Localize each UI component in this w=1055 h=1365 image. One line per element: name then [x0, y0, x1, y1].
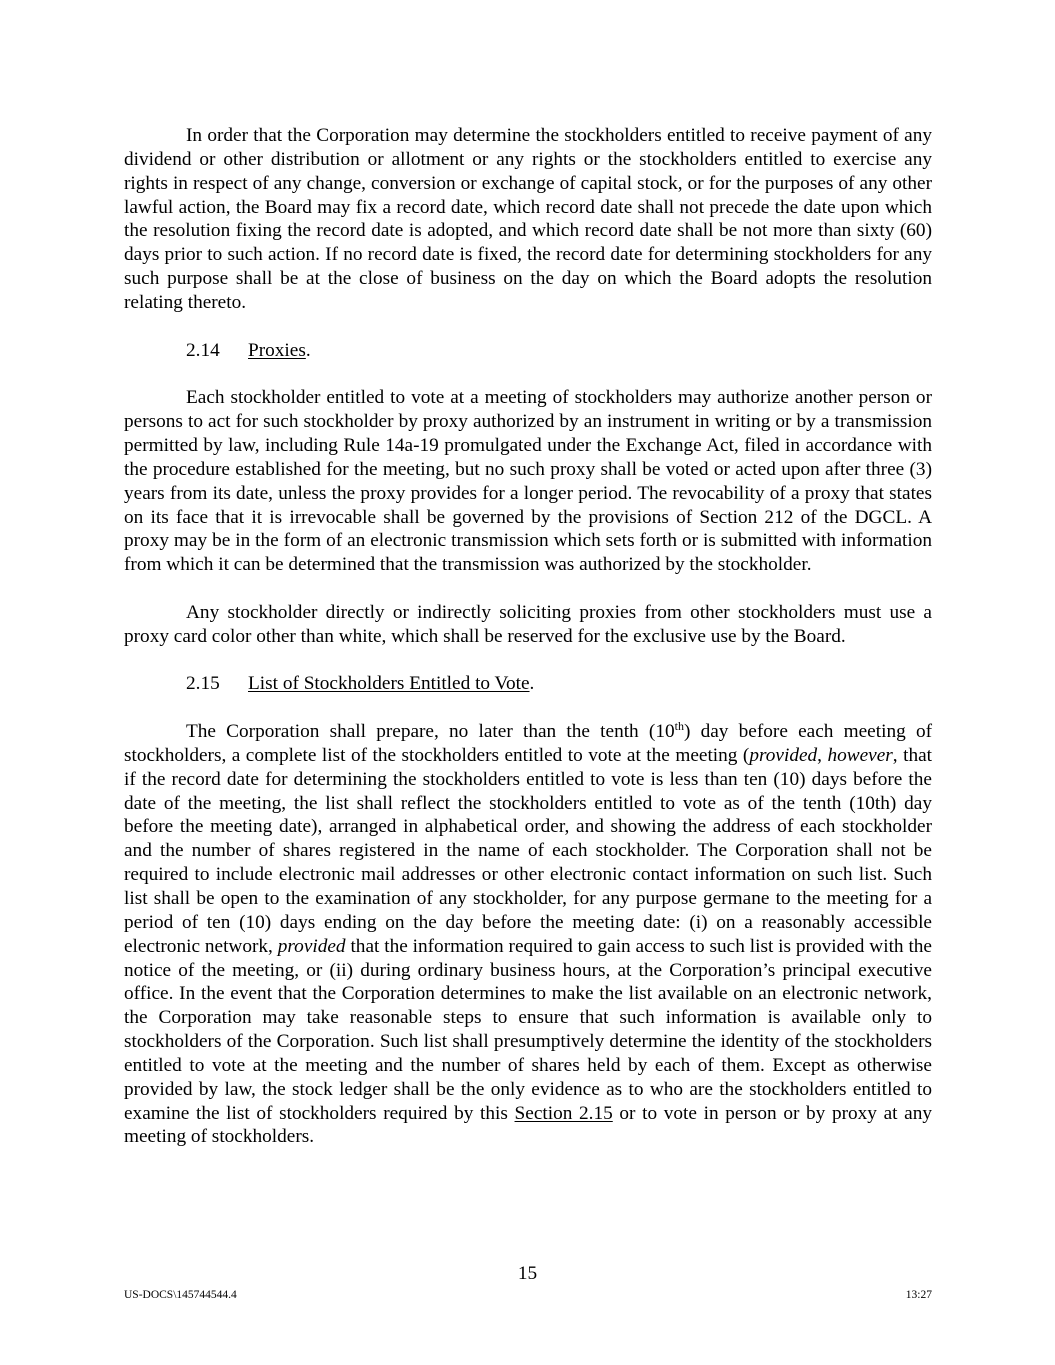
document-id: US-DOCS\145744544.4 [124, 1289, 237, 1301]
paragraph-proxies-2: Any stockholder directly or indirectly soliciting proxies from other stockholders must use a proxy card color other than white, which shall be reserved for the exclusive use by the Board. [124, 601, 932, 647]
italic-term: provided [749, 744, 818, 766]
spacer [124, 577, 932, 601]
text-run: The Corporation shall prepare, no later than the tenth (10 [186, 721, 675, 743]
text-run: or to vote in person or by proxy at any meeting of stockholders. [124, 1102, 932, 1148]
text-run: ) day before each meeting of stockholders, a complete list of the stockholders entitled to vote at the meeting ( [124, 721, 933, 766]
section-cross-reference-link[interactable]: Section 2.15 [514, 1102, 613, 1124]
spacer [124, 315, 932, 339]
text-run: , that if the record date for determining the stockholders entitled to vote is less than ten (10) days before the date of the meeting, the list shall reflect the stockholders entitled to vote as of the tenth (10th) day before the meeting date), arranged in alphabetical order, and showing the address of each stockholder and the number of shares registered in the name of each stockholder. The Corporation shall not be required to include electronic mail addresses or other electronic contact information on such list. Such list shall be open to the examination of any stockholder, for any purpose germane to the meeting for a period of ten (10) days ending on the day before the meeting date: (i) on a reasonably accessible electronic network, [124, 744, 933, 957]
spacer [124, 696, 932, 720]
document-body [124, 124, 932, 1149]
spacer [124, 362, 932, 386]
section-heading-2-14 [124, 339, 932, 363]
spacer [124, 649, 932, 673]
superscript: th [674, 719, 684, 734]
paragraph-stockholder-list [124, 720, 932, 1149]
section-title: Proxies [248, 339, 306, 361]
section-number: 2.15 [186, 673, 220, 695]
text-run: , [817, 744, 828, 766]
page-number: 15 [517, 1263, 538, 1284]
section-heading-2-15 [124, 672, 932, 696]
paragraph-record-date: In order that the Corporation may determine the stockholders entitled to receive payment of any dividend or other distribution or allotment or any rights or the stockholders entitled to exercise any rights in respect of any change, conversion or exchange of capital stock, or for the purposes of any other lawful action, the Board may fix a record date, which record date shall not precede the date upon which the resolution fixing the record date is adopted, and which record date shall be not more than sixty (60) days prior to such action. If no record date is fixed, the record date for determining stockholders for any such purpose shall be at the close of business on the day on which the Board adopts the resolution relating thereto. [124, 125, 932, 313]
text-run: that the information required to gain access to such list is provided with the notice of the meeting, or (ii) during ordinary business hours, at the Corporation’s principal executive office. In the event that the Corporation determines to make the list available on an electronic network, the Corporation may take reasonable steps to ensure that such information is available only to stockholders of the Corporation. Such list shall presumptively determine the identity of the stockholders entitled to vote at the meeting and the number of shares held by each of them. Except as otherwise provided by law, the stock ledger shall be the only evidence as to who are the stockholders entitled to examine the list of stockholders required by this [124, 935, 932, 1124]
footer-time: 13:27 [905, 1289, 932, 1301]
section-title: List of Stockholders Entitled to Vote [248, 673, 530, 695]
section-title-punct: . [305, 339, 311, 361]
paragraph-proxies-1: Each stockholder entitled to vote at a meeting of stockholders may authorize another person or persons to act for such stockholder by proxy authorized by an instrument in writing or by a transmission permitted by law, including Rule 14a-19 promulgated under the Exchange Act, filed in accordance with the procedure established for the meeting, but no such proxy shall be voted or acted upon after three (3) years from its date, unless the proxy provides for a longer period. The revocability of a proxy that states on its face that it is irrevocable shall be governed by the provisions of Section 212 of the DGCL. A proxy may be in the form of an electronic transmission which sets forth or is submitted with information from which it can be determined that the transmission was authorized by the stockholder. [124, 387, 932, 576]
section-title-punct: . [529, 673, 535, 695]
italic-term: however [827, 744, 893, 766]
italic-term: provided [277, 935, 346, 957]
section-number: 2.14 [186, 339, 220, 361]
